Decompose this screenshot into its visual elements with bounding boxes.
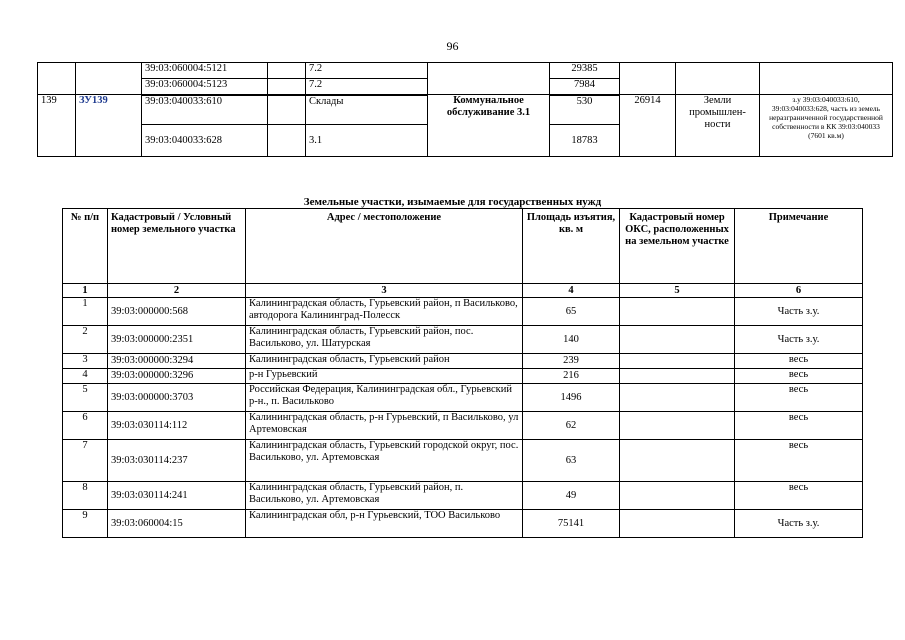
col-number: 2 — [108, 284, 246, 298]
header-row — [63, 209, 863, 284]
address: Калининградская область, Гурьевский городской округ, пос. Васильково, ул. Артемовская — [246, 440, 523, 482]
table-row — [63, 354, 863, 369]
col-header-address: Адрес / местоположение — [246, 209, 523, 284]
cadastral-number: 39:03:030114:237 — [108, 440, 246, 482]
table-row — [63, 326, 863, 354]
col-header-area: Площадь изъятия, кв. м — [523, 209, 620, 284]
use-code-cell: 3.1 — [306, 125, 428, 157]
address: р-н Гурьевский — [246, 369, 523, 384]
note: весь — [735, 482, 863, 510]
note: весь — [735, 440, 863, 482]
entry-number: 139 — [38, 95, 76, 157]
address: Калининградская обл, р-н Гурьевский, ТОО Васильково — [246, 510, 523, 538]
seized-parcels-table — [62, 208, 863, 538]
col-header-oks: Кадастровый номер ОКС, расположенных на земельном участке — [620, 209, 735, 284]
area: 1496 — [523, 384, 620, 412]
continued-parcels-table — [37, 62, 893, 157]
total-area-cell: 26914 — [620, 95, 676, 157]
oks-number — [620, 326, 735, 354]
cadastral-cell: 39:03:040033:610 — [142, 95, 268, 125]
area: 140 — [523, 326, 620, 354]
cadastral-cell: 39:03:060004:5121 — [142, 63, 268, 79]
oks-number — [620, 482, 735, 510]
address: Калининградская область, Гурьевский район, п. Васильково, ул. Артемовская — [246, 482, 523, 510]
area: 63 — [523, 440, 620, 482]
row-number: 6 — [63, 412, 108, 440]
oks-number — [620, 369, 735, 384]
area: 65 — [523, 298, 620, 326]
row-number: 2 — [63, 326, 108, 354]
table-row — [63, 482, 863, 510]
use-type-cell: Коммунальное обслуживание 3.1 — [428, 95, 550, 157]
table-row — [38, 63, 893, 79]
page-number: 96 — [446, 39, 459, 53]
note: весь — [735, 369, 863, 384]
oks-number — [620, 298, 735, 326]
address: Калининградская область, Гурьевский район — [246, 354, 523, 369]
row-number: 3 — [63, 354, 108, 369]
table-row — [38, 95, 893, 125]
col-header-num: № п/п — [63, 209, 108, 284]
cadastral-number: 39:03:030114:112 — [108, 412, 246, 440]
row-number: 8 — [63, 482, 108, 510]
col-number: 5 — [620, 284, 735, 298]
area: 49 — [523, 482, 620, 510]
oks-number — [620, 440, 735, 482]
cadastral-cell: 39:03:040033:628 — [142, 125, 268, 157]
column-number-row — [63, 284, 863, 298]
row-number: 1 — [63, 298, 108, 326]
use-code-cell: 7.2 — [306, 63, 428, 79]
table-row — [63, 384, 863, 412]
address: Калининградская область, р-н Гурьевский, п Васильково, ул Артемовская — [246, 412, 523, 440]
cadastral-number: 39:03:000000:2351 — [108, 326, 246, 354]
table-row — [63, 510, 863, 538]
col-number: 1 — [63, 284, 108, 298]
note: Часть з.у. — [735, 326, 863, 354]
col-number: 6 — [735, 284, 863, 298]
area: 216 — [523, 369, 620, 384]
area-cell: 18783 — [550, 125, 620, 157]
address: Российская Федерация, Калининградская обл., Гурьевский р-н., п. Васильково — [246, 384, 523, 412]
col-number: 4 — [523, 284, 620, 298]
col-header-cadastral: Кадастровый / Условный номер земельного участка — [108, 209, 246, 284]
table-row — [63, 298, 863, 326]
address: Калининградская область, Гурьевский район, п Васильково, автодорога Калининград-Полесск — [246, 298, 523, 326]
use-code-cell: 7.2 — [306, 79, 428, 95]
section-title: Земельные участки, изымаемые для государственных нужд — [303, 196, 602, 208]
note-cell: з.у 39:03:040033:610, 39:03:040033:628, часть из земель неразграниченной государственной собственности в КК 39:03:040033 (7601 кв.м) — [760, 95, 893, 157]
cadastral-cell: 39:03:060004:5123 — [142, 79, 268, 95]
cadastral-number: 39:03:000000:3294 — [108, 354, 246, 369]
area: 75141 — [523, 510, 620, 538]
note: Часть з.у. — [735, 298, 863, 326]
cadastral-number: 39:03:000000:3296 — [108, 369, 246, 384]
area: 239 — [523, 354, 620, 369]
cadastral-number: 39:03:000000:568 — [108, 298, 246, 326]
oks-number — [620, 510, 735, 538]
area-cell: 7984 — [550, 79, 620, 95]
use-code-cell: Склады — [306, 95, 428, 125]
area: 62 — [523, 412, 620, 440]
oks-number — [620, 384, 735, 412]
zu-link[interactable]: ЗУ139 — [76, 95, 142, 157]
land-category-cell: Земли промышлен-ности — [676, 95, 760, 157]
cadastral-number: 39:03:000000:3703 — [108, 384, 246, 412]
cadastral-number: 39:03:030114:241 — [108, 482, 246, 510]
area-cell: 530 — [550, 95, 620, 125]
note: Часть з.у. — [735, 510, 863, 538]
col-number: 3 — [246, 284, 523, 298]
row-number: 9 — [63, 510, 108, 538]
col-header-note: Примечание — [735, 209, 863, 284]
note: весь — [735, 354, 863, 369]
oks-number — [620, 354, 735, 369]
table-row — [63, 440, 863, 482]
row-number: 4 — [63, 369, 108, 384]
row-number: 5 — [63, 384, 108, 412]
table-row — [63, 369, 863, 384]
note: весь — [735, 384, 863, 412]
table-row — [63, 412, 863, 440]
oks-number — [620, 412, 735, 440]
note: весь — [735, 412, 863, 440]
area-cell: 29385 — [550, 63, 620, 79]
cadastral-number: 39:03:060004:15 — [108, 510, 246, 538]
row-number: 7 — [63, 440, 108, 482]
address: Калининградская область, Гурьевский район, пос. Васильково, ул. Шатурская — [246, 326, 523, 354]
